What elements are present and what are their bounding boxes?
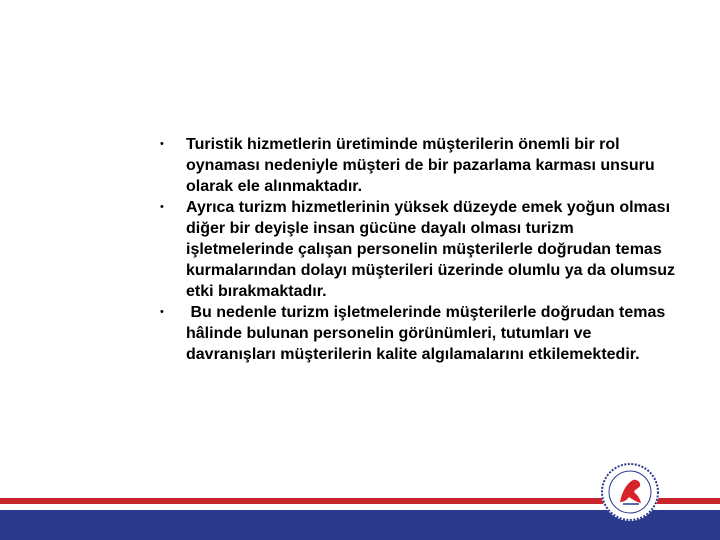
bullet-marker: • <box>160 138 164 150</box>
bullet-marker: • <box>160 306 164 318</box>
university-seal-icon <box>600 462 660 522</box>
bullet-text: Bu nedenle turizm işletmelerinde müşterilerle doğrudan temas hâlinde bulunan personelin görünümleri, tutumları ve davranışları müşterilerin kalite algılamalarını etkilemektedir. <box>186 304 670 363</box>
bullet-item <box>160 302 680 365</box>
bullet-list <box>160 134 680 365</box>
bullet-item <box>160 197 680 302</box>
bullet-marker: • <box>160 201 164 213</box>
bullet-text: Ayrıca turizm hizmetlerinin yüksek düzeyde emek yoğun olması diğer bir deyişle insan gücüne dayalı olması turizm işletmelerinde çalışan personelin müşterilerle doğrudan temas kurmalarından dolayı müşterileri üzerinde olumlu ya da olumsuz etki bırakmaktadır. <box>186 199 680 300</box>
bullet-text: Turistik hizmetlerin üretiminde müşterilerin önemli bir rol oynaması nedeniyle müşteri de bir pazarlama karması unsuru olarak ele alınmaktadır. <box>186 136 660 195</box>
bullet-item <box>160 134 680 197</box>
slide-content <box>160 134 680 365</box>
